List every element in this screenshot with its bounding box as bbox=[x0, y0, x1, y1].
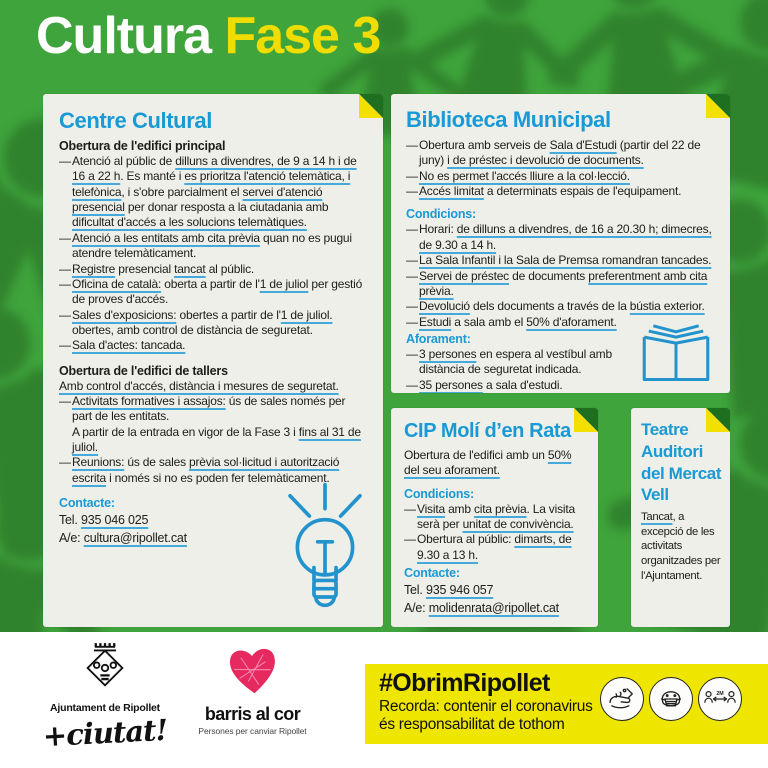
underlined-text: Sales d'exposicions: bbox=[72, 307, 177, 322]
list-item bbox=[404, 502, 585, 533]
underlined-text: 50% del seu aforament. bbox=[404, 448, 572, 478]
list-bullet: — bbox=[59, 338, 71, 353]
text-run: i només si no es poden fer telemàticament. bbox=[105, 470, 330, 485]
text-run: presencial bbox=[115, 261, 175, 276]
text-run: al públic. bbox=[205, 261, 255, 276]
list-item bbox=[59, 394, 367, 455]
list-item-text bbox=[72, 277, 367, 308]
paragraph bbox=[72, 154, 367, 231]
list-biblioteca-intro bbox=[406, 138, 715, 199]
underlined-text: Accés limitat bbox=[419, 184, 484, 199]
text-run: Tel. bbox=[59, 513, 81, 528]
banner-line-2: és responsabilitat de tothom bbox=[379, 716, 565, 734]
ripollet-crest-icon bbox=[81, 640, 129, 696]
text-run: per donar resposta a la ciutadania amb bbox=[124, 200, 329, 215]
list-bullet: — bbox=[59, 307, 71, 322]
card-title: CIP Molí d’en Rata bbox=[404, 420, 571, 442]
text-run: dels documents a través de la bbox=[469, 299, 630, 314]
text-run: . Es manté i bbox=[120, 169, 185, 184]
list-bullet: — bbox=[404, 532, 416, 547]
paragraph bbox=[419, 299, 715, 314]
text-run: a determinats espais de l'equipament. bbox=[483, 184, 682, 199]
list-bullet: — bbox=[59, 230, 71, 245]
cip-lead-text bbox=[404, 448, 585, 479]
list-item-text bbox=[72, 338, 367, 353]
list-bullet: — bbox=[404, 501, 416, 516]
list-item bbox=[406, 184, 715, 199]
card-title: Centre Cultural bbox=[59, 108, 212, 133]
title-word-fase: Fase 3 bbox=[224, 7, 381, 65]
paragraph bbox=[72, 231, 367, 262]
card-teatre-auditori bbox=[631, 408, 730, 627]
underlined-text: No es permet l'accés lliure a la col·lecció. bbox=[419, 168, 630, 183]
list-bullet: — bbox=[406, 253, 418, 268]
text-run: amb bbox=[444, 501, 474, 516]
list-item-text bbox=[72, 394, 367, 455]
heart-icon bbox=[222, 640, 284, 700]
card-title: Biblioteca Municipal bbox=[406, 107, 611, 132]
list-edifici-principal bbox=[59, 154, 367, 354]
list-bullet: — bbox=[406, 138, 418, 152]
list-item-text bbox=[419, 378, 646, 393]
list-item-text bbox=[72, 262, 367, 277]
list-bullet: — bbox=[59, 261, 71, 276]
list-item-text bbox=[419, 269, 715, 300]
ciutat-wordmark: +ciutat! bbox=[42, 712, 168, 754]
paragraph bbox=[72, 338, 367, 353]
underlined-text: Devolució bbox=[419, 299, 470, 314]
list-item bbox=[59, 338, 367, 353]
underlined-text: preferentment amb cita prèvia. bbox=[419, 268, 708, 298]
paragraph bbox=[72, 277, 367, 308]
condicions-label: Condicions: bbox=[404, 486, 475, 501]
underlined-text: Registre bbox=[72, 261, 116, 276]
text-run: Horari: bbox=[419, 222, 457, 237]
email-address bbox=[404, 599, 585, 617]
list-item-text bbox=[72, 154, 367, 231]
paragraph bbox=[419, 169, 715, 184]
list-biblioteca-condicions bbox=[406, 222, 715, 330]
list-item bbox=[406, 299, 715, 314]
underlined-text: Amb control d'accés, distància i mesures de seguretat. bbox=[59, 378, 339, 393]
paragraph bbox=[419, 378, 646, 393]
list-item-text bbox=[419, 184, 715, 199]
page-title bbox=[36, 6, 380, 66]
list-bullet: — bbox=[406, 346, 418, 361]
underlined-text: unitat de convivència. bbox=[462, 517, 574, 532]
underlined-text: dimarts, de 9.30 a 13 h. bbox=[417, 532, 572, 562]
text-run: ús de sales bbox=[124, 455, 190, 470]
text-run: A/e: bbox=[59, 531, 84, 546]
list-bullet: — bbox=[59, 394, 71, 409]
underlined-text: La Sala Infantil i la Sala de Premsa romandran tancades. bbox=[419, 253, 712, 268]
text-run: obertes, amb control de distància de seguretat. bbox=[72, 322, 313, 337]
underlined-text: fins al 31 de juliol. bbox=[72, 424, 361, 455]
text-run: oberta a partir de l' bbox=[161, 276, 260, 291]
paragraph bbox=[419, 184, 715, 199]
text-run: Tel. bbox=[404, 583, 426, 598]
list-item-text bbox=[417, 502, 585, 533]
list-item bbox=[406, 138, 715, 169]
underlined-text: de dilluns a divendres, de 16 a 20.30 h; dimecres, de 9.30 a 14 h. bbox=[419, 222, 712, 252]
list-bullet: — bbox=[59, 455, 71, 470]
list-bullet: — bbox=[406, 184, 418, 199]
list-item bbox=[406, 169, 715, 184]
underlined-text: Oficina de català: bbox=[72, 276, 162, 291]
wash-hands-icon bbox=[600, 677, 644, 721]
paragraph bbox=[419, 269, 715, 300]
text-run: . La visita serà per bbox=[417, 501, 575, 532]
underlined-text: Atenció a les entitats amb cita prèvia bbox=[72, 230, 260, 245]
text-run: a sala amb el bbox=[451, 314, 527, 329]
aforament-label: Aforament: bbox=[406, 331, 471, 346]
text-run: en espera al vestíbul amb distància de seguretat indicada. bbox=[419, 346, 612, 377]
lightbulb-icon bbox=[279, 481, 371, 621]
text-run: Obertura al públic: bbox=[417, 532, 515, 547]
underlined-text: 50% d'aforament. bbox=[526, 314, 617, 329]
list-item bbox=[59, 231, 367, 262]
list-item-text bbox=[419, 169, 715, 184]
underlined-text: Activitats formatives i assajos: bbox=[72, 394, 226, 409]
teatre-body-text bbox=[641, 510, 726, 583]
section-heading-edifici-tallers: Obertura de l'edifici de tallers bbox=[59, 363, 228, 378]
barris-tagline: Persones per canviar Ripollet bbox=[198, 726, 307, 736]
list-item bbox=[404, 532, 585, 563]
list-item bbox=[59, 154, 367, 231]
barris-al-cor-logo bbox=[190, 642, 315, 736]
list-cip-condicions bbox=[404, 502, 585, 563]
ajuntament-label: Ajuntament de Ripollet bbox=[50, 702, 160, 714]
underlined-text: 1 de juliol bbox=[259, 276, 309, 291]
list-bullet: — bbox=[406, 222, 418, 237]
list-item-text bbox=[417, 532, 585, 563]
title-word-cultura: Cultura bbox=[36, 7, 211, 65]
text-run: obertes a partir de l' bbox=[176, 307, 281, 322]
hygiene-icons bbox=[600, 677, 742, 721]
underlined-text: Sala d'Estudi bbox=[549, 138, 617, 152]
condicions-label: Condicions: bbox=[406, 207, 477, 222]
hashtag: #ObrimRipollet bbox=[379, 669, 550, 697]
list-item bbox=[406, 347, 646, 378]
underlined-text: 1 de juliol. bbox=[280, 307, 333, 322]
list-item-text bbox=[419, 253, 715, 268]
text-run: A/e: bbox=[404, 601, 429, 616]
list-bullet: — bbox=[406, 314, 418, 329]
underlined-text: Sala d'actes: tancada. bbox=[72, 338, 186, 353]
banner-line-1: Recorda: contenir el coronavirus bbox=[379, 697, 593, 715]
list-item bbox=[59, 308, 367, 339]
underlined-text: dificultat d'accés a les solucions telemàtiques. bbox=[72, 215, 307, 230]
underlined-text: i de préstec i devolució de documents. bbox=[447, 153, 644, 168]
distance-label: 2M bbox=[716, 690, 724, 697]
text-run: Atenció al públic de bbox=[72, 154, 176, 168]
list-item-text bbox=[72, 308, 367, 339]
open-book-icon bbox=[638, 322, 714, 384]
tallers-lead-text bbox=[59, 379, 367, 394]
text-run: A partir de la entrada en vigor de la Fase 3 i bbox=[72, 424, 299, 439]
paragraph bbox=[419, 222, 715, 253]
paragraph bbox=[419, 347, 646, 378]
list-bullet: — bbox=[59, 154, 71, 168]
text-run: de documents bbox=[508, 268, 589, 283]
list-item-text bbox=[419, 347, 646, 378]
paragraph bbox=[417, 502, 585, 533]
list-bullet: — bbox=[406, 168, 418, 183]
text-run: a sala d'estudi. bbox=[482, 377, 563, 392]
text-run: , a excepció de les activitats organitzades per l'Ajuntament. bbox=[641, 511, 721, 582]
ajuntament-ripollet-logo bbox=[40, 640, 170, 754]
paragraph bbox=[419, 253, 715, 268]
card-cip-moli-den-rata bbox=[391, 408, 598, 627]
list-item-text bbox=[419, 138, 715, 169]
underlined-text: bústia exterior. bbox=[629, 299, 705, 314]
text-run: Obertura de l'edifici amb un bbox=[404, 448, 548, 462]
card-title: Teatre Auditori del Mercat Vell bbox=[641, 420, 722, 505]
underlined-text: Visita bbox=[417, 501, 445, 516]
obrim-ripollet-banner bbox=[365, 664, 768, 744]
text-run: , i s'obre parcialment el bbox=[121, 184, 243, 199]
underlined-text: cultura@ripollet.cat bbox=[83, 531, 187, 546]
underlined-text: 935 046 025 bbox=[80, 513, 149, 528]
paragraph bbox=[72, 425, 367, 456]
underlined-text: dilluns a divendres, de 9 a 14 h i de 16 a 22 h bbox=[72, 154, 357, 184]
paragraph bbox=[419, 138, 715, 169]
list-item bbox=[406, 253, 715, 268]
underlined-text: 935 946 057 bbox=[425, 583, 494, 598]
underlined-text: tancat bbox=[174, 261, 206, 276]
list-item bbox=[406, 378, 646, 393]
list-item bbox=[59, 277, 367, 308]
underlined-text: es prioritza l'atenció telemàtica, i telefònica bbox=[72, 169, 351, 199]
text-run: quan no es pugui atendre telemàticament. bbox=[72, 230, 352, 261]
list-item-text bbox=[72, 231, 367, 262]
underlined-text: cita prèvia bbox=[473, 501, 527, 516]
list-bullet: — bbox=[406, 299, 418, 314]
text-run: ús de sales només per part de les entitats. bbox=[72, 394, 346, 424]
barris-wordmark: barris al cor bbox=[204, 704, 301, 724]
underlined-text: Servei de préstec bbox=[419, 268, 509, 283]
text-run: per gestió de proves d'accés. bbox=[72, 276, 363, 307]
underlined-text: molidenrata@ripollet.cat bbox=[428, 601, 559, 616]
list-item bbox=[406, 222, 715, 253]
underlined-text: 35 persones bbox=[419, 377, 483, 392]
paragraph bbox=[72, 394, 367, 425]
list-item-text bbox=[419, 299, 715, 314]
paragraph bbox=[417, 532, 585, 563]
list-item-text bbox=[419, 222, 715, 253]
underlined-text: Tancat bbox=[641, 511, 673, 523]
list-item bbox=[59, 262, 367, 277]
list-biblioteca-aforament bbox=[406, 347, 646, 393]
contact-label: Contacte: bbox=[404, 566, 460, 581]
list-item bbox=[406, 269, 715, 300]
card-centre-cultural bbox=[43, 94, 383, 627]
list-bullet: — bbox=[406, 377, 418, 392]
footer bbox=[0, 632, 768, 768]
section-heading-edifici-principal: Obertura de l'edifici principal bbox=[59, 139, 226, 153]
keep-distance-icon bbox=[698, 677, 742, 721]
list-bullet: — bbox=[406, 268, 418, 283]
underlined-text: 3 persones bbox=[419, 346, 477, 361]
text-run: (partir del 22 de juny) bbox=[419, 138, 701, 168]
face-mask-icon bbox=[649, 677, 693, 721]
contact-label: Contacte: bbox=[59, 496, 115, 511]
phone-number bbox=[404, 581, 585, 599]
text-run: Obertura amb serveis de bbox=[419, 138, 550, 152]
paragraph bbox=[72, 262, 367, 277]
banner-text bbox=[379, 669, 593, 735]
underlined-text: servei d'atenció presencial bbox=[72, 184, 323, 215]
underlined-text: Estudi bbox=[419, 314, 452, 329]
card-biblioteca-municipal bbox=[391, 94, 730, 393]
list-bullet: — bbox=[59, 276, 71, 291]
underlined-text: prèvia sol·licitud i autorització escrita bbox=[72, 455, 340, 485]
paragraph bbox=[72, 308, 367, 339]
list-edifici-tallers bbox=[59, 394, 367, 486]
underlined-text: Reunions: bbox=[72, 455, 125, 470]
